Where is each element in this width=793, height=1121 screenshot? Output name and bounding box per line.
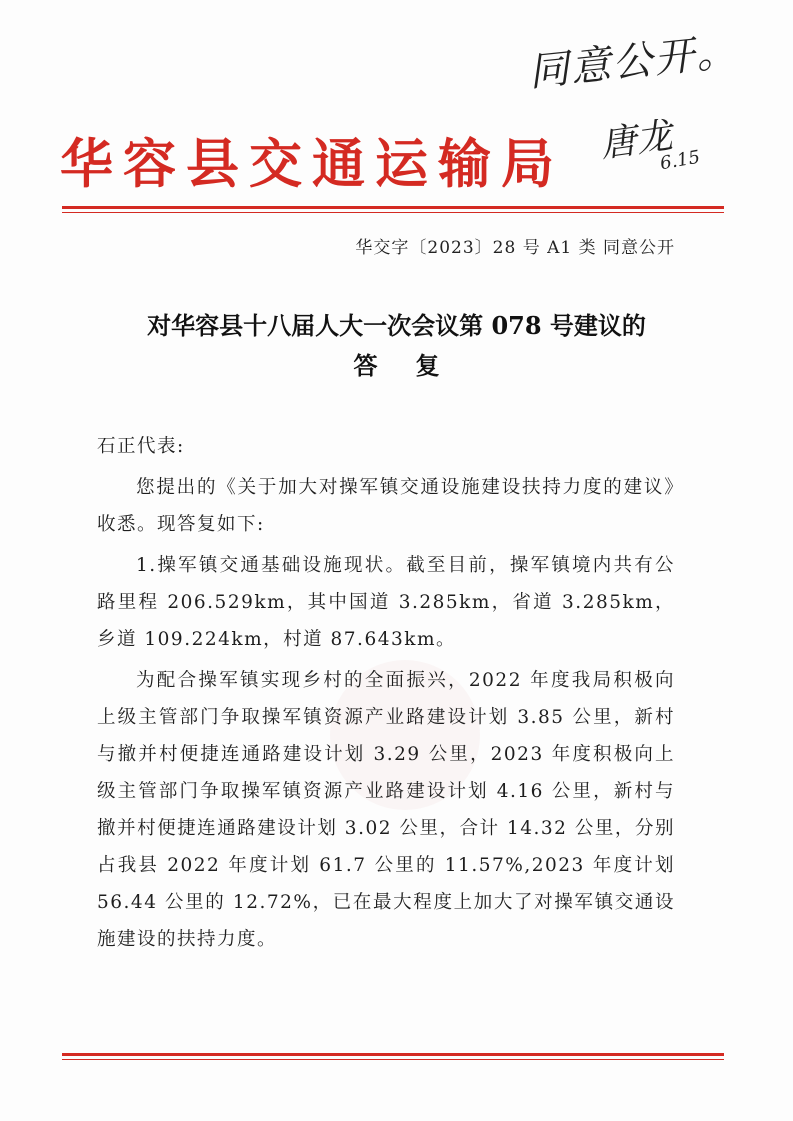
handwritten-date: 6.15 <box>658 146 702 175</box>
document-body <box>97 428 675 962</box>
handwritten-approval-note: 同意公开。 <box>526 28 741 96</box>
masthead-red-rule-thin <box>62 212 724 213</box>
masthead-org-name: 华容县交通运输局 <box>60 134 564 195</box>
document-number: 华交字〔2023〕28 号 A1 类 同意公开 <box>355 238 675 258</box>
title-line-1: 对华容县十八届人大一次会议第 078 号建议的 <box>147 311 646 340</box>
footer-red-rule <box>62 1053 724 1056</box>
handwritten-signature: 唐龙 <box>597 115 675 166</box>
body-paragraph: 为配合操军镇实现乡村的全面振兴，2022 年度我局积极向上级主管部门争取操军镇资源产业路建设计划 3.85 公里，新村与撤并村便捷连通路建设计划 3.29 公里，2023 年度积极向上级主管部门争取操军镇资源产业路建设计划 4.16 公里，新村与撤并村便捷连通路建设计划 3.02 公里，合计 14.32 公里，分别占我县 2022 年度计划 61.7 公里的 11.57%,2023 年度计划 56.44 公里的 12.72%，已在最大程度上加大了对操军镇交通设施建设的扶持力度。 <box>97 670 675 950</box>
document-title <box>60 306 733 386</box>
salutation: 石正代表: <box>97 436 185 457</box>
body-paragraph: 您提出的《关于加大对操军镇交通设施建设扶持力度的建议》收悉。现答复如下: <box>97 477 675 535</box>
masthead-red-rule <box>62 206 724 209</box>
title-line-2: 答复 <box>353 351 478 380</box>
body-paragraph: 1.操军镇交通基础设施现状。截至目前，操军镇境内共有公路里程 206.529km，其中国道 3.285km，省道 3.285km，乡道 109.224km，村道 87.643km。 <box>97 555 675 650</box>
footer-red-rule-thin <box>62 1059 724 1060</box>
